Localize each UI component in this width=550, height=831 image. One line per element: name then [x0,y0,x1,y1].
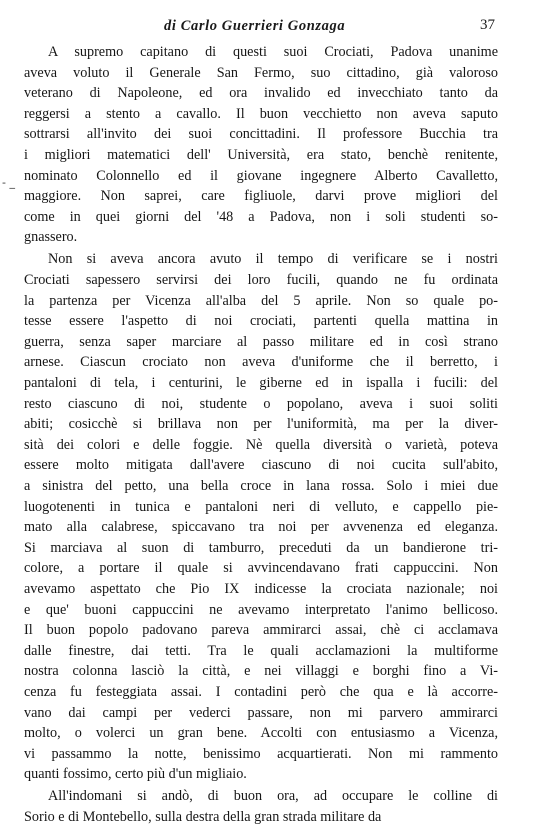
text-line: quanti fossimo, certo più d'un migliaio. [24,766,247,783]
margin-mark: - _ [2,176,15,189]
text-line: vano dai campi per vederci passare, non mi parvero ammirarci [24,704,498,721]
text-line: e que' buoni cappuccini ne avevamo interpretato l'animo bellicoso. [24,601,498,618]
text-line: mato alla calabrese, spiccavano tra noi per avvenenza ed eleganza. [24,519,498,536]
text-line: nostra colonna lasciò la città, e nei villaggi e borghi fino a Vi- [24,663,498,680]
text-line: molto, o volerci un gran bene. Accolti con entusiasmo a Vicenza, [24,725,498,742]
text-line: tesse essere l'aspetto di noi crociati, partenti quella mattina in [24,313,498,330]
text-line: essere molto mitigata dall'avere ciascuno di noi cucita sull'abito, [24,457,498,474]
text-line: reggersi a stento a cavallo. Il buon vecchietto non aveva saputo [24,105,498,122]
text-line: Sorio e di Montebello, sulla destra della gran strada militare da [24,809,382,825]
text-line: veterano di Napoleone, ed ora invalido ed invecchiato tanto da [24,85,498,102]
text-line: luogotenenti in tunica e pantaloni neri di velluto, e cappello pie- [24,498,498,515]
text-line: cenza fu festeggiata assai. I contadini però che qua e là accorre- [24,684,498,700]
text-line: gnassero. [24,229,78,246]
text-line: abiti; cosicchè si brillava non per l'uniformità, ma per la diver- [24,416,498,433]
text-line: come in quei giorni del '48 a Padova, non i soli studenti so- [24,208,498,225]
text-line: colore, a portare il quale si avvincendavano frati cappuccini. Non [24,560,498,577]
page-number: 37 [480,17,495,33]
page-header [0,14,550,42]
text-line: aveva voluto il Generale San Fermo, suo cittadino, già valoroso [24,64,498,81]
text-line: maggiore. Non saprei, care figliuole, darvi prove migliori del [24,188,498,205]
text-line: la partenza per Vicenza all'alba del 5 aprile. Non so quale po- [24,292,498,309]
text-line: sità dei colori e delle foggie. Nè quella diversità o varietà, poteva [24,436,498,453]
text-line: Crociati sapessero servirsi dei loro fucili, quando ne fu ordinata [24,272,498,288]
text-line: Non si aveva ancora avuto il tempo di verificare se i nostri [48,251,498,268]
text-line: Si marciava al suon di tamburro, preceduti da un bandierone tri- [24,539,498,556]
text-line: pantaloni di tela, i centurini, le giberne ed in ispalla i fucili: del [24,375,498,391]
text-line: guerra, senza saper marciare al passo militare ed in così strano [24,333,498,350]
text-line: A supremo capitano di questi suoi Crociati, Padova unanime [48,44,498,60]
text-line: avevamo aspettato che Pio IX indicesse la crociata nazionale; noi [24,581,498,597]
text-line: a sinistra del petto, una bella croce in lana rossa. Solo i miei due [24,478,498,494]
text-line: All'indomani si andò, di buon ora, ad occupare le colline di [48,788,498,805]
text-line: nominato Colonnello ed il giovane ingegnere Alberto Cavalletto, [24,167,498,184]
text-line: arnese. Ciascun crociato non aveva d'uniforme che il berretto, i [24,354,498,371]
text-line: sottrarsi all'invito dei suoi concittadini. Il professore Bucchia tra [24,126,498,143]
running-head: di Carlo Guerrieri Gonzaga [164,18,346,34]
text-line: dalle finestre, dai tetti. Tra le quali acclamazioni la multiforme [24,642,498,659]
text-line: resto ciascuno di noi, studente o popolano, aveva i suoi soliti [24,395,498,412]
text-line: vi passammo la notte, benissimo acquartierati. Non mi rammento [24,745,498,762]
text-line: i migliori matematici dell' Università, era stato, benchè renitente, [24,147,498,163]
text-line: Il buon popolo padovano pareva ammirarci assai, chè ci acclamava [24,622,498,639]
